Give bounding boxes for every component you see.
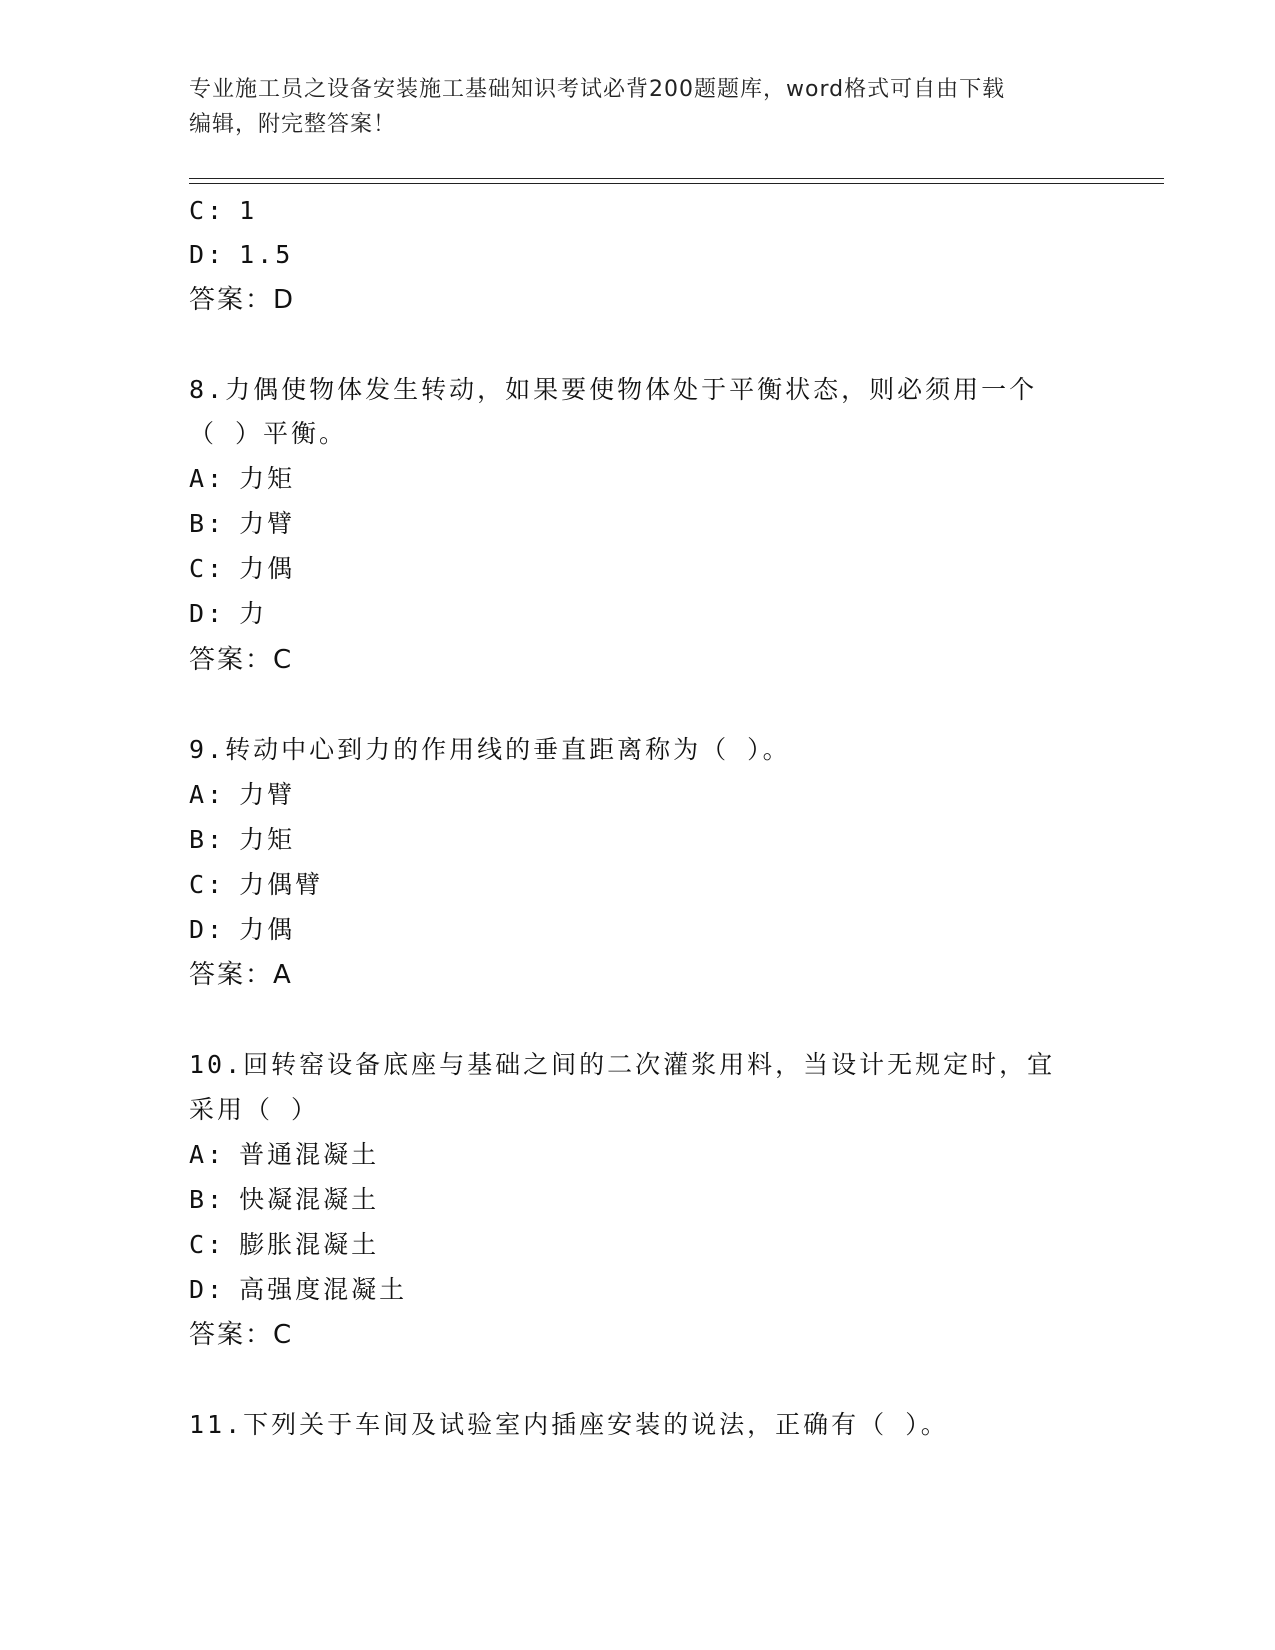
q9-option-c — [189, 870, 323, 900]
option-letter: C: — [189, 1230, 226, 1259]
q10-stem-line-2: 采用（ ） — [189, 1095, 320, 1124]
q10-option-a — [189, 1140, 379, 1170]
q9-stem-line-1: 9.转动中心到力的作用线的垂直距离称为（ ）。 — [189, 735, 791, 764]
option-letter: C: — [189, 196, 226, 225]
option-letter: B: — [189, 825, 226, 854]
option-letter: A: — [189, 1140, 226, 1169]
q9-option-d — [189, 915, 295, 945]
option-text: 1.5 — [239, 240, 294, 269]
q8-option-d — [189, 599, 267, 629]
option-letter: A: — [189, 780, 226, 809]
option-text: 力臂 — [239, 509, 296, 538]
q8-stem-line-2: （ ）平衡。 — [189, 419, 348, 448]
option-text: 膨胀混凝土 — [239, 1230, 380, 1259]
document-header — [189, 72, 1089, 142]
q10-option-b — [189, 1185, 379, 1215]
q8-option-c — [189, 554, 295, 584]
q10-option-d — [189, 1275, 407, 1305]
q10-stem-line-1: 10.回转窑设备底座与基础之间的二次灌浆用料，当设计无规定时，宜 — [189, 1050, 1056, 1079]
header-title-line-1: 专业施工员之设备安装施工基础知识考试必背200题题库，word格式可自由下载 — [189, 77, 1006, 102]
option-letter: D: — [189, 599, 226, 628]
option-letter: D: — [189, 915, 226, 944]
q7-option-d — [189, 240, 293, 270]
option-letter: C: — [189, 870, 226, 899]
option-text: 1 — [239, 196, 258, 225]
q7-answer: 答案：D — [189, 285, 296, 315]
q9-answer: 答案：A — [189, 960, 293, 990]
option-text: 力 — [239, 599, 268, 628]
header-title-line-2: 编辑，附完整答案！ — [189, 112, 397, 137]
option-letter: B: — [189, 1185, 226, 1214]
option-text: 力偶 — [239, 915, 296, 944]
q8-stem-line-1: 8.力偶使物体发生转动，如果要使物体处于平衡状态，则必须用一个 — [189, 375, 1038, 404]
q8-option-b — [189, 509, 295, 539]
q9-option-b — [189, 825, 295, 855]
q8-answer: 答案：C — [189, 645, 294, 675]
option-letter: B: — [189, 509, 226, 538]
q10-option-c — [189, 1230, 379, 1260]
option-letter: A: — [189, 464, 226, 493]
q8-option-a — [189, 464, 295, 494]
q7-option-c — [189, 196, 257, 226]
option-letter: D: — [189, 240, 226, 269]
option-text: 力矩 — [239, 825, 296, 854]
option-text: 力矩 — [239, 464, 296, 493]
q10-answer: 答案：C — [189, 1320, 294, 1350]
option-text: 力偶臂 — [239, 870, 324, 899]
option-text: 普通混凝土 — [239, 1140, 380, 1169]
header-divider-bottom — [189, 183, 1164, 184]
option-text: 力臂 — [239, 780, 296, 809]
option-text: 高强度混凝土 — [239, 1275, 408, 1304]
option-letter: C: — [189, 554, 226, 583]
header-divider-top — [189, 178, 1164, 179]
option-letter: D: — [189, 1275, 226, 1304]
option-text: 力偶 — [239, 554, 296, 583]
q11-stem-line-1: 11.下列关于车间及试验室内插座安装的说法，正确有（ ）。 — [189, 1410, 949, 1439]
q9-option-a — [189, 780, 295, 810]
option-text: 快凝混凝土 — [239, 1185, 380, 1214]
